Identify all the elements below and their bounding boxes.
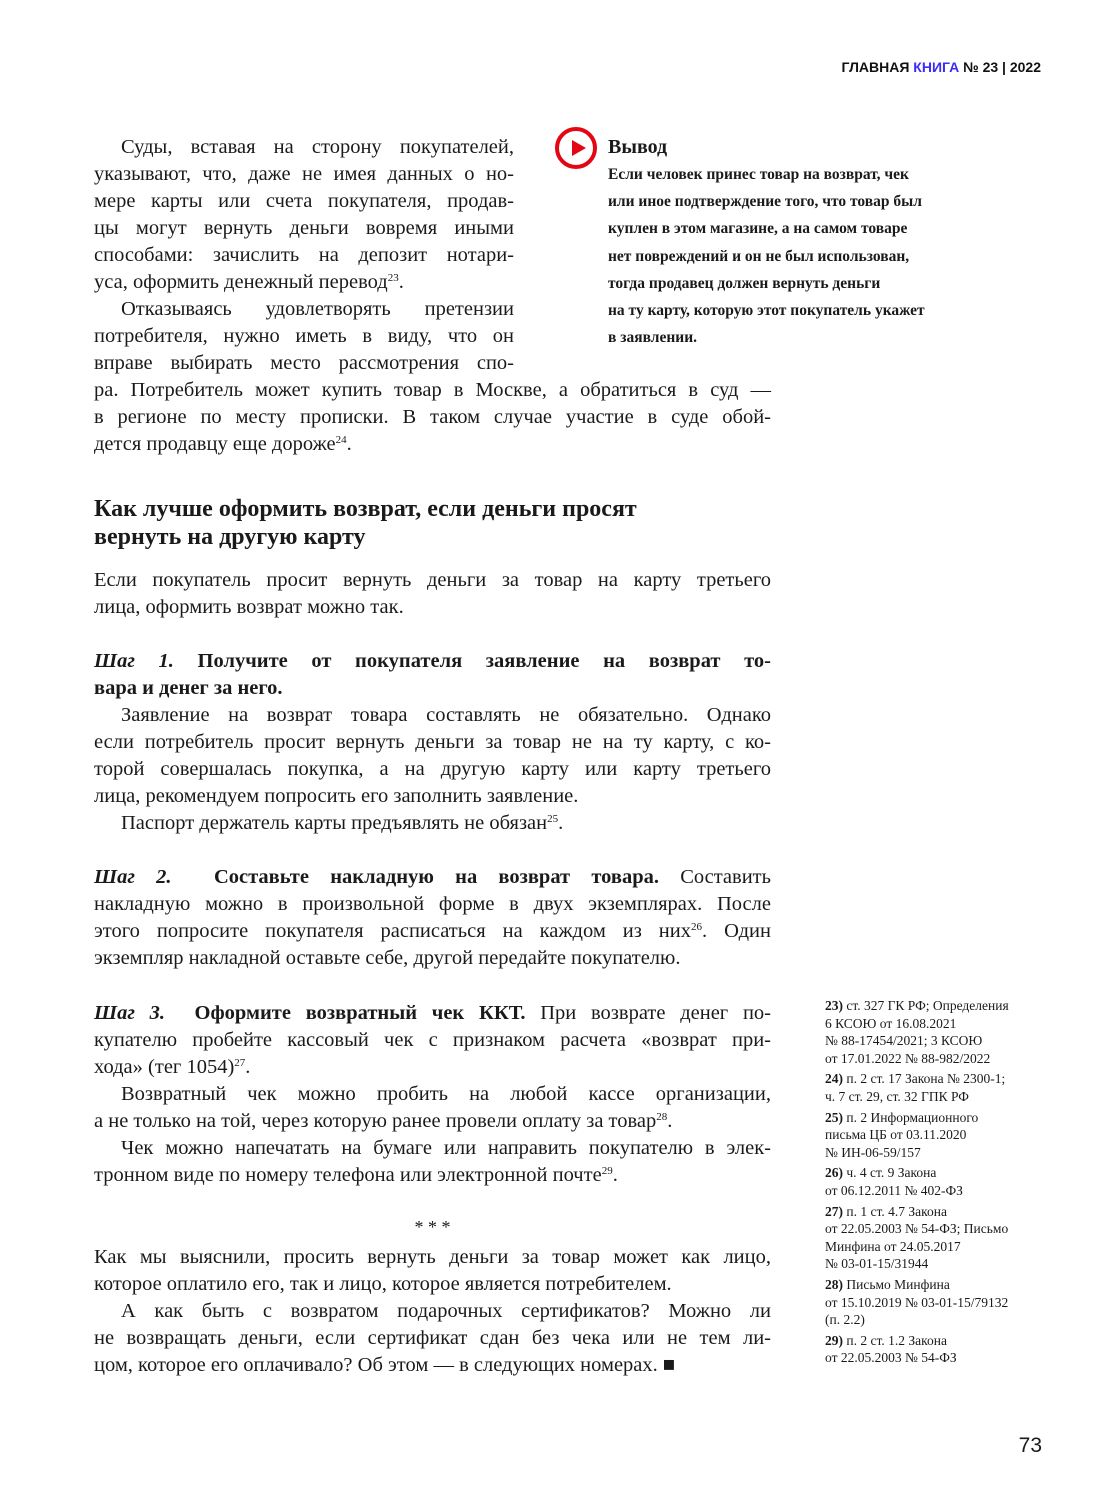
conclusion-line: куплен в этом магазине, а на самом товаре bbox=[608, 220, 908, 238]
step-label: Шаг 3. bbox=[94, 1002, 166, 1024]
conclusion-title: Вывод bbox=[608, 136, 668, 158]
text-line: Суды, вставая на сторону покупателей, bbox=[121, 136, 514, 158]
text-line: экземпляр накладной оставьте себе, другой передайте покупателю. bbox=[94, 947, 681, 969]
text: Письмо Минфина bbox=[846, 1276, 950, 1292]
text: цом, которое его оплачивало? Об этом — в следующих номерах. bbox=[94, 1354, 658, 1376]
text-line: не возвращать деньги, если сертификат сдан без чека или не тем ли- bbox=[94, 1327, 771, 1349]
text-line bbox=[94, 1108, 771, 1135]
text-line bbox=[94, 1162, 771, 1189]
text: . bbox=[558, 812, 564, 834]
step-label: Шаг 2. bbox=[94, 866, 172, 888]
step-3 bbox=[94, 1000, 771, 1189]
footnote-ref: 25 bbox=[547, 813, 559, 825]
text-line: потребителя, нужно иметь в виду, что он bbox=[94, 325, 514, 347]
text: . bbox=[245, 1056, 251, 1078]
text: Паспорт держатель карты предъявлять не обязан bbox=[121, 812, 548, 834]
issue-number: № 23 | 2022 bbox=[963, 59, 1041, 75]
text-line bbox=[94, 269, 514, 296]
step-title: Оформите возвратный чек ККТ. bbox=[194, 1002, 526, 1024]
footnote-ref: 28 bbox=[656, 1111, 668, 1123]
text: тронном виде по номеру телефона или электронной почте bbox=[94, 1164, 602, 1186]
conclusion-line: в заявлении. bbox=[608, 329, 698, 347]
footnote-number: 27) bbox=[825, 1203, 843, 1219]
text: ч. 4 ст. 9 Закона bbox=[846, 1165, 937, 1181]
text-line: способами: зачислить на депозит нотари- bbox=[94, 244, 514, 266]
footnote-number: 29) bbox=[825, 1332, 843, 1348]
page-number: 73 bbox=[1018, 1434, 1042, 1457]
text-line: Отказываясь удовлетворять претензии bbox=[121, 298, 514, 320]
text-line: А как быть с возвратом подарочных сертификатов? Можно ли bbox=[121, 1300, 771, 1322]
text-line bbox=[94, 431, 771, 458]
text: от 15.10.2019 № 03-01-15/79132 bbox=[825, 1294, 1009, 1310]
text-line: Если покупатель просит вернуть деньги за товар на карту третьего bbox=[94, 569, 771, 591]
text-line: торой совершалась покупка, а на другую карту или карту третьего bbox=[94, 758, 771, 780]
brand-accent: КНИГА bbox=[913, 59, 960, 75]
text: ст. 327 ГК РФ; Определения bbox=[846, 998, 1009, 1013]
footnote-number: 23) bbox=[825, 998, 843, 1013]
text: а не только на той, через которую ранее провели оплату за товар bbox=[94, 1110, 657, 1132]
text-line: указывают, что, даже не имея данных о но- bbox=[94, 163, 514, 185]
section-heading bbox=[94, 495, 771, 551]
step-heading bbox=[94, 1000, 771, 1027]
text: от 22.05.2003 № 54-ФЗ bbox=[825, 1350, 957, 1366]
step-heading: вара и денег за него. bbox=[94, 677, 283, 699]
footnote bbox=[825, 1164, 1065, 1199]
footnote bbox=[825, 1109, 1065, 1162]
step-heading bbox=[94, 864, 771, 891]
footnote bbox=[825, 997, 1065, 1067]
footnote-ref: 24 bbox=[335, 434, 347, 446]
text: . bbox=[667, 1110, 673, 1132]
text: письма ЦБ от 03.11.2020 bbox=[825, 1127, 967, 1143]
footnote-number: 24) bbox=[825, 1071, 843, 1087]
footnote bbox=[825, 1332, 1065, 1367]
play-circle-icon bbox=[555, 127, 597, 169]
text: Минфина от 24.05.2017 bbox=[825, 1238, 961, 1254]
conclusion-box bbox=[608, 133, 1028, 351]
footnote-number: 25) bbox=[825, 1109, 843, 1125]
text: от 17.01.2022 № 88-982/2022 bbox=[825, 1050, 991, 1066]
text-line: Возвратный чек можно пробить на любой кассе организации, bbox=[121, 1083, 771, 1105]
outro bbox=[94, 1244, 771, 1379]
text: п. 1 ст. 4.7 Закона bbox=[846, 1203, 947, 1219]
text: п. 2 ст. 1.2 Закона bbox=[846, 1332, 947, 1348]
text: хода» (тег 1054) bbox=[94, 1056, 235, 1078]
text-line: если потребитель просит вернуть деньги за товар не на ту карту, с ко- bbox=[94, 731, 771, 753]
text: . Один bbox=[702, 920, 771, 942]
text: . bbox=[398, 271, 404, 293]
conclusion-line: или иное подтверждение того, что товар был bbox=[608, 193, 922, 211]
lead-paragraph bbox=[94, 567, 771, 621]
text-line bbox=[94, 1054, 771, 1081]
text: 6 КСОЮ от 16.08.2021 bbox=[825, 1015, 957, 1031]
text-line: Как мы выяснили, просить вернуть деньги за товар может как лицо, bbox=[94, 1246, 771, 1268]
text: № 03-01-15/31944 bbox=[825, 1256, 929, 1272]
footnotes bbox=[825, 997, 1065, 1370]
text: (п. 2.2) bbox=[825, 1312, 865, 1328]
footnote-ref: 26 bbox=[691, 921, 702, 933]
step-title: Получите от покупателя заявление на возврат то- bbox=[197, 650, 771, 672]
footnote-ref: 29 bbox=[601, 1165, 613, 1177]
conclusion-line: Если человек принес товар на возврат, чек bbox=[608, 166, 909, 183]
heading-line: вернуть на другую карту bbox=[94, 524, 366, 550]
running-header bbox=[841, 59, 1041, 75]
step-title: Составьте накладную на возврат товара. bbox=[213, 866, 659, 888]
footnote bbox=[825, 1203, 1065, 1273]
text-line bbox=[94, 810, 771, 837]
text: ч. 7 ст. 29, ст. 32 ГПК РФ bbox=[825, 1088, 969, 1104]
step-label: Шаг 1. bbox=[94, 650, 174, 672]
text: п. 2 ст. 17 Закона № 2300-1; bbox=[846, 1071, 1006, 1087]
section-separator: * * * bbox=[414, 1217, 451, 1237]
text-line: мере карты или счета покупателя, продав- bbox=[94, 190, 514, 212]
footnote bbox=[825, 1070, 1065, 1105]
text: этого попросите покупателя расписаться на каждом из них bbox=[94, 920, 691, 942]
heading-line: Как лучше оформить возврат, если деньги просят bbox=[94, 496, 637, 522]
footnote-ref: 23 bbox=[387, 272, 399, 284]
text-line: лица, оформить возврат можно так. bbox=[94, 596, 404, 618]
step-heading bbox=[94, 648, 771, 675]
footnote bbox=[825, 1276, 1065, 1329]
footnote-number: 28) bbox=[825, 1276, 843, 1292]
text: № 88-17454/2021; 3 КСОЮ bbox=[825, 1033, 983, 1049]
conclusion-line: нет повреждений и он не был использован, bbox=[608, 247, 910, 265]
text: Составить bbox=[658, 866, 771, 888]
text: уса, оформить денежный перевод bbox=[94, 271, 388, 293]
text-line bbox=[94, 1352, 771, 1379]
text-line: в регионе по месту прописки. В таком случае участие в суде обой- bbox=[94, 406, 771, 428]
text-line: вправе выбирать место рассмотрения спо- bbox=[94, 352, 514, 374]
text-line: которое оплатило его, так и лицо, которое является потребителем. bbox=[94, 1273, 672, 1295]
text: При возврате денег по- bbox=[525, 1002, 772, 1024]
text: п. 2 Информационного bbox=[846, 1109, 979, 1125]
text-line: Чек можно напечатать на бумаге или направить покупателю в элек- bbox=[121, 1137, 771, 1159]
footnote-ref: 27 bbox=[234, 1057, 246, 1069]
text-line: ра. Потребитель может купить товар в Москве, а обратиться в суд — bbox=[94, 379, 771, 401]
brand-main: ГЛАВНАЯ bbox=[841, 59, 910, 75]
text-line: Заявление на возврат товара составлять не обязательно. Однако bbox=[121, 704, 771, 726]
text: от 06.12.2011 № 402-ФЗ bbox=[825, 1182, 963, 1198]
text: дется продавцу еще дороже bbox=[94, 433, 336, 455]
footnote-number: 26) bbox=[825, 1165, 843, 1181]
text-line: лица, рекомендуем попросить его заполнить заявление. bbox=[94, 785, 579, 807]
text-line: цы могут вернуть деньги вовремя иными bbox=[94, 217, 514, 239]
end-mark: ■ bbox=[662, 1354, 676, 1376]
text: от 22.05.2003 № 54-ФЗ; Письмо bbox=[825, 1221, 1009, 1237]
step-1 bbox=[94, 648, 771, 837]
step-2 bbox=[94, 864, 771, 972]
text: № ИН-06-59/157 bbox=[825, 1144, 921, 1160]
text-line: купателю пробейте кассовый чек с признаком расчета «возврат при- bbox=[94, 1029, 771, 1051]
text-line: накладную можно в произвольной форме в двух экземплярах. После bbox=[94, 893, 771, 915]
conclusion-line: тогда продавец должен вернуть деньги bbox=[608, 274, 881, 292]
text: . bbox=[346, 433, 352, 455]
conclusion-line: на ту карту, которую этот покупатель укажет bbox=[608, 302, 925, 320]
text-line bbox=[94, 918, 771, 945]
text: . bbox=[612, 1164, 618, 1186]
